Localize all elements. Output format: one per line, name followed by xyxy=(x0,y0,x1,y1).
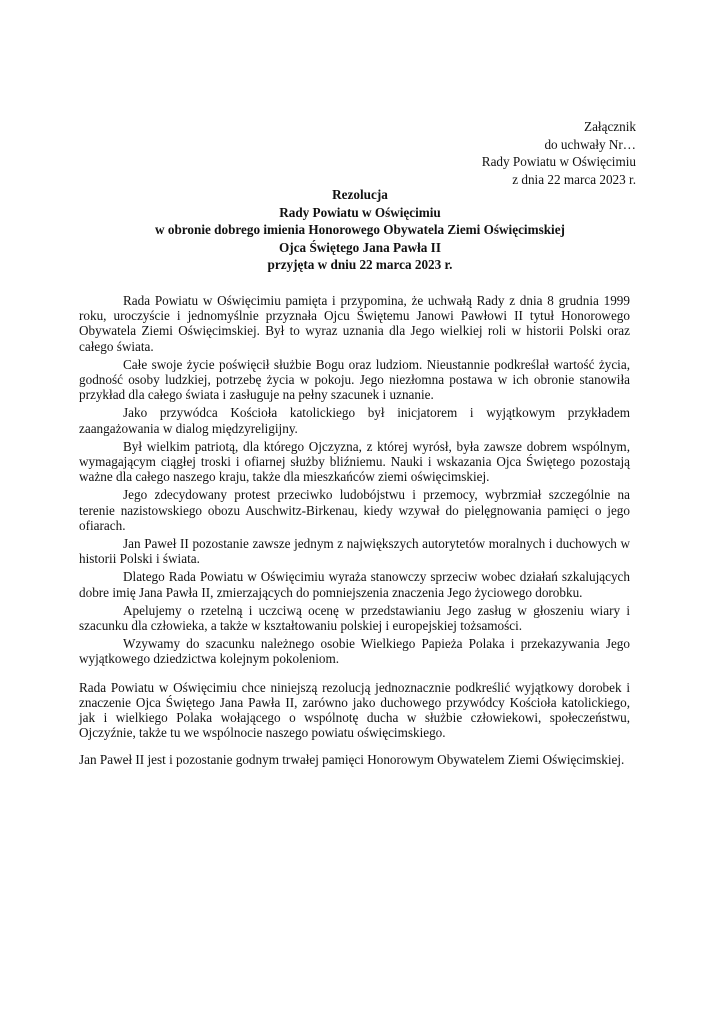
annex-label: Załącznik xyxy=(584,119,636,134)
paragraph-5: Jego zdecydowany protest przeciwko ludobójstwu i przemocy, wybrzmiał szczególnie na terenie nazistowskiego obozu Auschwitz-Birkenau, kiedy wzywał do pielęgnowania pamięci o jego ofiarach. xyxy=(79,487,630,533)
document-title xyxy=(60,186,660,274)
paragraph-7: Dlatego Rada Powiatu w Oświęcimiu wyraża stanowczy sprzeciw wobec działań szkalujących dobre imię Jana Pawła II, zmierzających do pomniejszenia znaczenia Jego życiowego dorobku. xyxy=(79,569,630,600)
paragraph-9: Wzywamy do szacunku należnego osobie Wielkiego Papieża Polaka i przekazywania Jego wyjątkowego dziedzictwa kolejnym pokoleniom. xyxy=(79,636,630,667)
paragraph-10: Rada Powiatu w Oświęcimiu chce niniejszą rezolucją jednoznacznie podkreślić wyjątkowy dorobek i znaczenie Ojca Świętego Jana Pawła II, zarówno jako duchowego przywódcy Kościoła katolickiego, jak i wielkiego Polaka wołającego o wspólnotę ducha w służbie człowiekowi, społeczeństwu, Ojczyźnie, także tu we wspólnocie naszego powiatu oświęcimskiego. xyxy=(79,679,630,741)
title-line-2: Rady Powiatu w Oświęcimiu xyxy=(279,204,441,220)
title-line-3: w obronie dobrego imienia Honorowego Obywatela Ziemi Oświęcimskiej xyxy=(155,222,565,237)
paragraph-4: Był wielkim patriotą, dla którego Ojczyzna, z której wyrósł, była zawsze dobrem wspólnym, wymagającym ciągłej troski i ofiarnej służby bliźniemu. Nauki i wskazania Ojca Świętego pozostają ważne dla całego naszego kraju, także dla mieszkańców ziemi oświęcimskiej. xyxy=(79,438,630,485)
annex-header xyxy=(482,118,636,188)
paragraph-3: Jako przywódca Kościoła katolickiego był inicjatorem i wyjątkowym przykładem zaangażowania w dialog międzyreligijny. xyxy=(79,405,630,436)
paragraph-2: Całe swoje życie poświęcił służbie Bogu oraz ludziom. Nieustannie podkreślał wartość życia, godność osoby ludzkiej, potrzebę życia w pokoju. Jego niezłomna postawa w ich obronie stanowiła przykład dla całego świata i zasługuje na pełny szacunek i uznanie. xyxy=(79,356,630,403)
annex-council-name: Rady Powiatu w Oświęcimiu xyxy=(481,154,636,169)
annex-resolution-ref: do uchwały Nr… xyxy=(544,136,636,152)
paragraph-8: Apelujemy o rzetelną i uczciwą ocenę w przedstawianiu Jego zasług w głoszeniu wiary i szacunku dla człowieka, a także w kształtowaniu polskiej i europejskiej tożsamości. xyxy=(79,602,630,634)
annex-date: z dnia 22 marca 2023 r. xyxy=(512,171,636,187)
title-line-5: przyjęta w dniu 22 marca 2023 r. xyxy=(267,257,453,272)
paragraph-1: Rada Powiatu w Oświęcimiu pamięta i przypomina, że uchwałą Rady z dnia 8 grudnia 1999 roku, uroczyście i jednomyślnie przyznała Ojcu Świętemu Janowi Pawłowi II tytuł Honorowego Obywatela Ziemi Oświęcimskiej. Był to wyraz uznania dla Jego wielkiej roli w historii Polski oraz całego świata. xyxy=(79,293,630,354)
title-line-1: Rezolucja xyxy=(332,187,388,202)
paragraph-11: Jan Paweł II jest i pozostanie godnym trwałej pamięci Honorowym Obywatelem Ziemi Oświęcimskiej. xyxy=(79,752,625,768)
title-line-4: Ojca Świętego Jana Pawła II xyxy=(279,239,441,255)
paragraph-6: Jan Paweł II pozostanie zawsze jednym z największych autorytetów moralnych i duchowych w historii Polski i świata. xyxy=(79,536,630,567)
document-body xyxy=(79,293,630,771)
